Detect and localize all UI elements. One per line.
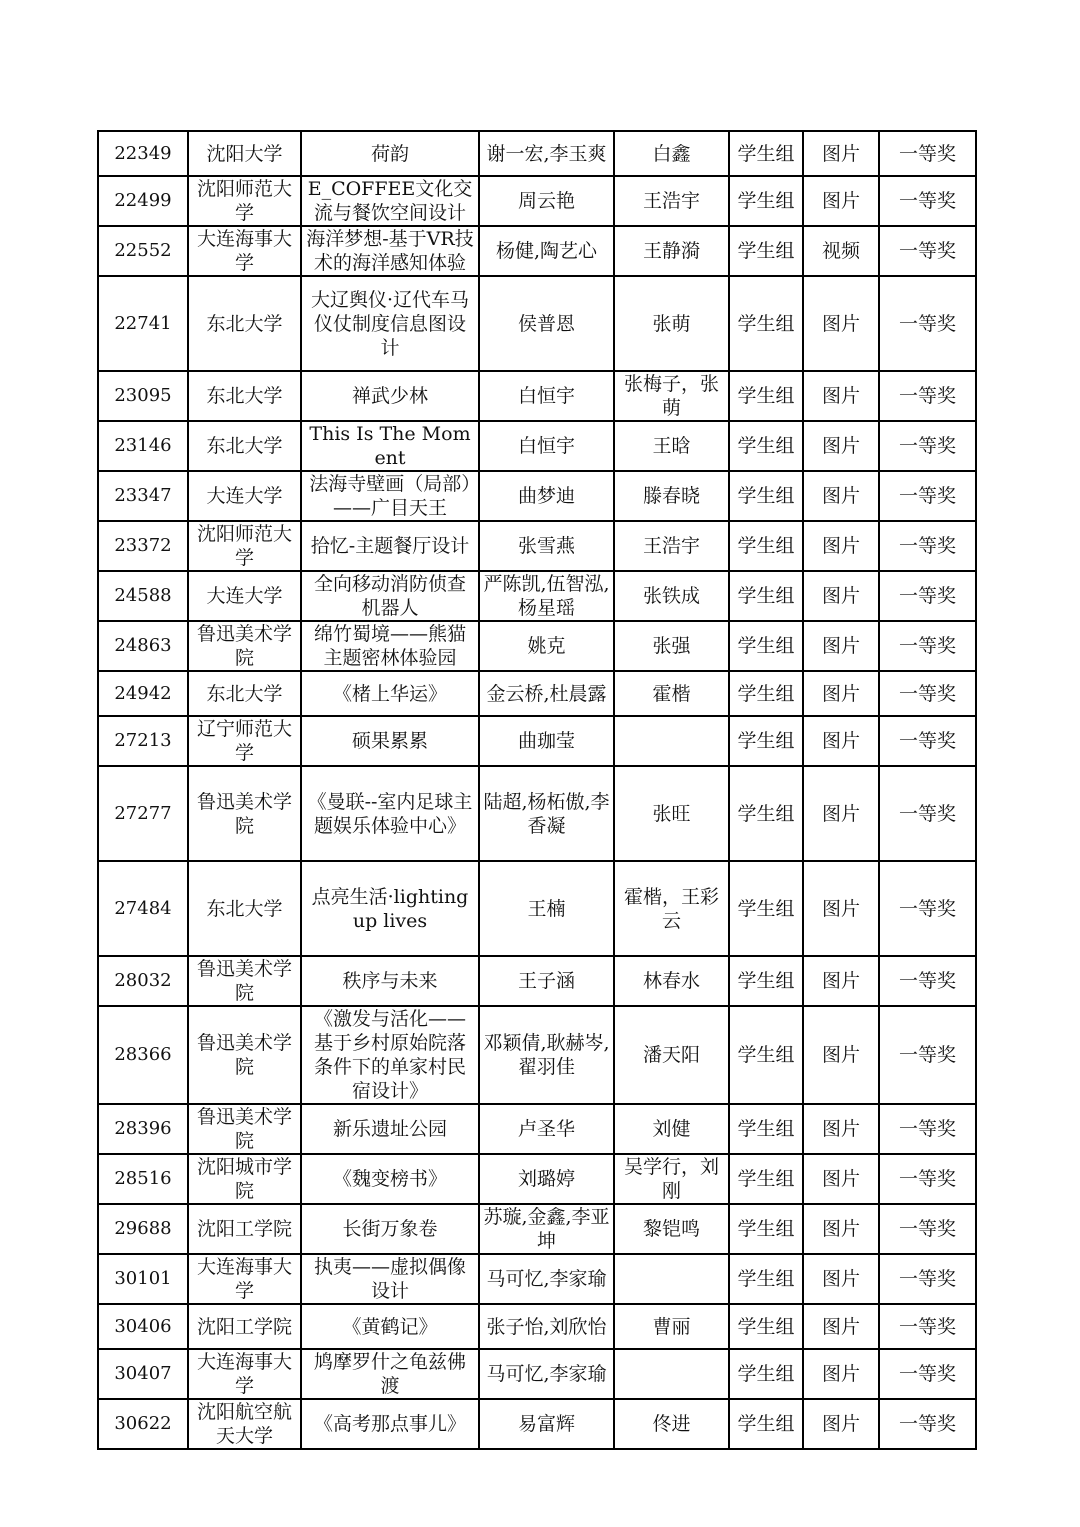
title-cell: 海洋梦想-基于VR技术的海洋感知体验: [301, 226, 479, 276]
advisor-cell: 林春水: [614, 956, 729, 1006]
table-row: [98, 1254, 976, 1304]
group-cell: 学生组: [729, 176, 803, 226]
school-cell: 东北大学: [188, 276, 301, 371]
entry-id-cell: 27213: [98, 716, 188, 766]
authors-cell: 王子涵: [479, 956, 614, 1006]
award-cell: 一等奖: [879, 131, 976, 176]
title-cell: 法海寺壁画（局部）——广目天王: [301, 471, 479, 521]
title-cell: 鸠摩罗什之龟兹佛渡: [301, 1349, 479, 1399]
entry-id-cell: 23146: [98, 421, 188, 471]
entry-id-cell: 30407: [98, 1349, 188, 1399]
type-cell: 图片: [803, 1304, 879, 1349]
award-cell: 一等奖: [879, 716, 976, 766]
authors-cell: 姚克: [479, 621, 614, 671]
group-cell: 学生组: [729, 1254, 803, 1304]
group-cell: 学生组: [729, 521, 803, 571]
advisor-cell: [614, 716, 729, 766]
authors-cell: 金云桥,杜晨露: [479, 671, 614, 716]
entry-id-cell: 28396: [98, 1104, 188, 1154]
entry-id-cell: 22499: [98, 176, 188, 226]
type-cell: 图片: [803, 276, 879, 371]
title-cell: 硕果累累: [301, 716, 479, 766]
entry-id-cell: 24942: [98, 671, 188, 716]
group-cell: 学生组: [729, 371, 803, 421]
type-cell: 图片: [803, 1204, 879, 1254]
advisor-cell: 滕春晓: [614, 471, 729, 521]
school-cell: 鲁迅美术学院: [188, 1104, 301, 1154]
advisor-cell: 张萌: [614, 276, 729, 371]
advisor-cell: 曹丽: [614, 1304, 729, 1349]
entry-id-cell: 23372: [98, 521, 188, 571]
title-cell: 荷韵: [301, 131, 479, 176]
group-cell: 学生组: [729, 956, 803, 1006]
award-cell: 一等奖: [879, 621, 976, 671]
authors-cell: 谢一宏,李玉爽: [479, 131, 614, 176]
school-cell: 东北大学: [188, 421, 301, 471]
entry-id-cell: 28366: [98, 1006, 188, 1104]
group-cell: 学生组: [729, 766, 803, 861]
award-cell: 一等奖: [879, 956, 976, 1006]
table-row: [98, 716, 976, 766]
authors-cell: 白恒宇: [479, 421, 614, 471]
advisor-cell: 张强: [614, 621, 729, 671]
advisor-cell: 吴学行，刘刚: [614, 1154, 729, 1204]
title-cell: 点亮生活·lighting up lives: [301, 861, 479, 956]
type-cell: 视频: [803, 226, 879, 276]
table-row: [98, 1204, 976, 1254]
school-cell: 大连大学: [188, 471, 301, 521]
advisor-cell: 王浩宇: [614, 176, 729, 226]
authors-cell: 易富辉: [479, 1399, 614, 1449]
advisor-cell: 张梅子，张萌: [614, 371, 729, 421]
authors-cell: 王楠: [479, 861, 614, 956]
authors-cell: 刘璐婷: [479, 1154, 614, 1204]
group-cell: 学生组: [729, 421, 803, 471]
title-cell: 《高考那点事儿》: [301, 1399, 479, 1449]
entry-id-cell: 30406: [98, 1304, 188, 1349]
award-cell: 一等奖: [879, 471, 976, 521]
entry-id-cell: 30101: [98, 1254, 188, 1304]
authors-cell: 张雪燕: [479, 521, 614, 571]
title-cell: E_COFFEE文化交流与餐饮空间设计: [301, 176, 479, 226]
authors-cell: 苏璇,金鑫,李亚坤: [479, 1204, 614, 1254]
entry-id-cell: 22349: [98, 131, 188, 176]
type-cell: 图片: [803, 956, 879, 1006]
school-cell: 鲁迅美术学院: [188, 766, 301, 861]
school-cell: 沈阳城市学院: [188, 1154, 301, 1204]
entry-id-cell: 27484: [98, 861, 188, 956]
type-cell: 图片: [803, 571, 879, 621]
type-cell: 图片: [803, 1399, 879, 1449]
school-cell: 东北大学: [188, 671, 301, 716]
authors-cell: 杨健,陶艺心: [479, 226, 614, 276]
type-cell: 图片: [803, 671, 879, 716]
entry-id-cell: 24588: [98, 571, 188, 621]
school-cell: 大连海事大学: [188, 1254, 301, 1304]
advisor-cell: 刘健: [614, 1104, 729, 1154]
award-cell: 一等奖: [879, 421, 976, 471]
title-cell: 《魏变榜书》: [301, 1154, 479, 1204]
group-cell: 学生组: [729, 226, 803, 276]
group-cell: 学生组: [729, 1399, 803, 1449]
group-cell: 学生组: [729, 1006, 803, 1104]
award-cell: 一等奖: [879, 1399, 976, 1449]
advisor-cell: [614, 1349, 729, 1399]
school-cell: 沈阳工学院: [188, 1204, 301, 1254]
type-cell: 图片: [803, 716, 879, 766]
authors-cell: 曲珈莹: [479, 716, 614, 766]
advisor-cell: 白鑫: [614, 131, 729, 176]
advisor-cell: 王晗: [614, 421, 729, 471]
advisor-cell: 王静漪: [614, 226, 729, 276]
group-cell: 学生组: [729, 861, 803, 956]
type-cell: 图片: [803, 1349, 879, 1399]
table-row: [98, 1349, 976, 1399]
table-row: [98, 621, 976, 671]
award-cell: 一等奖: [879, 571, 976, 621]
table-row: [98, 276, 976, 371]
title-cell: 《激发与活化——基于乡村原始院落条件下的单家村民宿设计》: [301, 1006, 479, 1104]
type-cell: 图片: [803, 766, 879, 861]
entry-id-cell: 23095: [98, 371, 188, 421]
authors-cell: 侯普恩: [479, 276, 614, 371]
school-cell: 大连海事大学: [188, 226, 301, 276]
title-cell: 绵竹蜀境——熊猫主题密林体验园: [301, 621, 479, 671]
advisor-cell: 王浩宇: [614, 521, 729, 571]
authors-cell: 张子怡,刘欣怡: [479, 1304, 614, 1349]
group-cell: 学生组: [729, 1349, 803, 1399]
title-cell: 长街万象卷: [301, 1204, 479, 1254]
type-cell: 图片: [803, 621, 879, 671]
authors-cell: 马可忆,李家瑜: [479, 1349, 614, 1399]
school-cell: 东北大学: [188, 861, 301, 956]
school-cell: 沈阳师范大学: [188, 521, 301, 571]
award-cell: 一等奖: [879, 1104, 976, 1154]
type-cell: 图片: [803, 471, 879, 521]
title-cell: This Is The Moment: [301, 421, 479, 471]
table-row: [98, 1006, 976, 1104]
title-cell: 新乐遗址公园: [301, 1104, 479, 1154]
group-cell: 学生组: [729, 716, 803, 766]
school-cell: 沈阳航空航天大学: [188, 1399, 301, 1449]
advisor-cell: 霍楷，王彩云: [614, 861, 729, 956]
award-cell: 一等奖: [879, 1304, 976, 1349]
advisor-cell: 张铁成: [614, 571, 729, 621]
award-cell: 一等奖: [879, 766, 976, 861]
table-row: [98, 371, 976, 421]
award-cell: 一等奖: [879, 1006, 976, 1104]
award-cell: 一等奖: [879, 861, 976, 956]
award-cell: 一等奖: [879, 176, 976, 226]
group-cell: 学生组: [729, 1104, 803, 1154]
type-cell: 图片: [803, 521, 879, 571]
school-cell: 大连海事大学: [188, 1349, 301, 1399]
advisor-cell: 霍楷: [614, 671, 729, 716]
title-cell: 执夷——虚拟偶像设计: [301, 1254, 479, 1304]
title-cell: 拾忆-主题餐厅设计: [301, 521, 479, 571]
group-cell: 学生组: [729, 1154, 803, 1204]
award-cell: 一等奖: [879, 276, 976, 371]
table-row: [98, 521, 976, 571]
award-cell: 一等奖: [879, 1154, 976, 1204]
type-cell: 图片: [803, 131, 879, 176]
table-row: [98, 571, 976, 621]
award-cell: 一等奖: [879, 226, 976, 276]
type-cell: 图片: [803, 176, 879, 226]
advisor-cell: 潘天阳: [614, 1006, 729, 1104]
authors-cell: 白恒宇: [479, 371, 614, 421]
table-row: [98, 226, 976, 276]
table-row: [98, 671, 976, 716]
title-cell: 《楮上华运》: [301, 671, 479, 716]
award-cell: 一等奖: [879, 1349, 976, 1399]
school-cell: 鲁迅美术学院: [188, 956, 301, 1006]
entry-id-cell: 29688: [98, 1204, 188, 1254]
school-cell: 大连大学: [188, 571, 301, 621]
title-cell: 《黄鹤记》: [301, 1304, 479, 1349]
award-cell: 一等奖: [879, 521, 976, 571]
authors-cell: 曲梦迪: [479, 471, 614, 521]
advisor-cell: 佟进: [614, 1399, 729, 1449]
table-row: [98, 1304, 976, 1349]
title-cell: 大辽舆仪·辽代车马仪仗制度信息图设计: [301, 276, 479, 371]
school-cell: 东北大学: [188, 371, 301, 421]
table-row: [98, 1399, 976, 1449]
title-cell: 《曼联--室内足球主题娱乐体验中心》: [301, 766, 479, 861]
award-cell: 一等奖: [879, 1204, 976, 1254]
type-cell: 图片: [803, 421, 879, 471]
entry-id-cell: 28032: [98, 956, 188, 1006]
authors-cell: 陆超,杨柘傲,李香凝: [479, 766, 614, 861]
group-cell: 学生组: [729, 471, 803, 521]
award-cell: 一等奖: [879, 671, 976, 716]
title-cell: 禅武少林: [301, 371, 479, 421]
entry-id-cell: 28516: [98, 1154, 188, 1204]
table-row: [98, 1154, 976, 1204]
table-row: [98, 471, 976, 521]
title-cell: 秩序与未来: [301, 956, 479, 1006]
authors-cell: 严陈凯,伍智泓,杨星瑶: [479, 571, 614, 621]
authors-cell: 马可忆,李家瑜: [479, 1254, 614, 1304]
entry-id-cell: 30622: [98, 1399, 188, 1449]
table-row: [98, 1104, 976, 1154]
advisor-cell: 张旺: [614, 766, 729, 861]
school-cell: 鲁迅美术学院: [188, 621, 301, 671]
award-cell: 一等奖: [879, 1254, 976, 1304]
table-row: [98, 956, 976, 1006]
group-cell: 学生组: [729, 1304, 803, 1349]
group-cell: 学生组: [729, 571, 803, 621]
school-cell: 沈阳工学院: [188, 1304, 301, 1349]
table-row: [98, 421, 976, 471]
type-cell: 图片: [803, 371, 879, 421]
entry-id-cell: 22741: [98, 276, 188, 371]
entry-id-cell: 27277: [98, 766, 188, 861]
advisor-cell: 黎铠鸣: [614, 1204, 729, 1254]
group-cell: 学生组: [729, 621, 803, 671]
group-cell: 学生组: [729, 1204, 803, 1254]
authors-cell: 卢圣华: [479, 1104, 614, 1154]
group-cell: 学生组: [729, 276, 803, 371]
school-cell: 鲁迅美术学院: [188, 1006, 301, 1104]
type-cell: 图片: [803, 1104, 879, 1154]
table-row: [98, 131, 976, 176]
group-cell: 学生组: [729, 671, 803, 716]
authors-cell: 周云艳: [479, 176, 614, 226]
type-cell: 图片: [803, 1154, 879, 1204]
advisor-cell: [614, 1254, 729, 1304]
title-cell: 全向移动消防侦查机器人: [301, 571, 479, 621]
school-cell: 辽宁师范大学: [188, 716, 301, 766]
award-table: [97, 130, 977, 1450]
authors-cell: 邓颖倩,耿赫岑,翟羽佳: [479, 1006, 614, 1104]
table-row: [98, 766, 976, 861]
entry-id-cell: 23347: [98, 471, 188, 521]
entry-id-cell: 24863: [98, 621, 188, 671]
table-row: [98, 176, 976, 226]
entry-id-cell: 22552: [98, 226, 188, 276]
table-body: [98, 131, 976, 1449]
type-cell: 图片: [803, 1254, 879, 1304]
type-cell: 图片: [803, 1006, 879, 1104]
award-cell: 一等奖: [879, 371, 976, 421]
school-cell: 沈阳大学: [188, 131, 301, 176]
type-cell: 图片: [803, 861, 879, 956]
group-cell: 学生组: [729, 131, 803, 176]
table-row: [98, 861, 976, 956]
school-cell: 沈阳师范大学: [188, 176, 301, 226]
